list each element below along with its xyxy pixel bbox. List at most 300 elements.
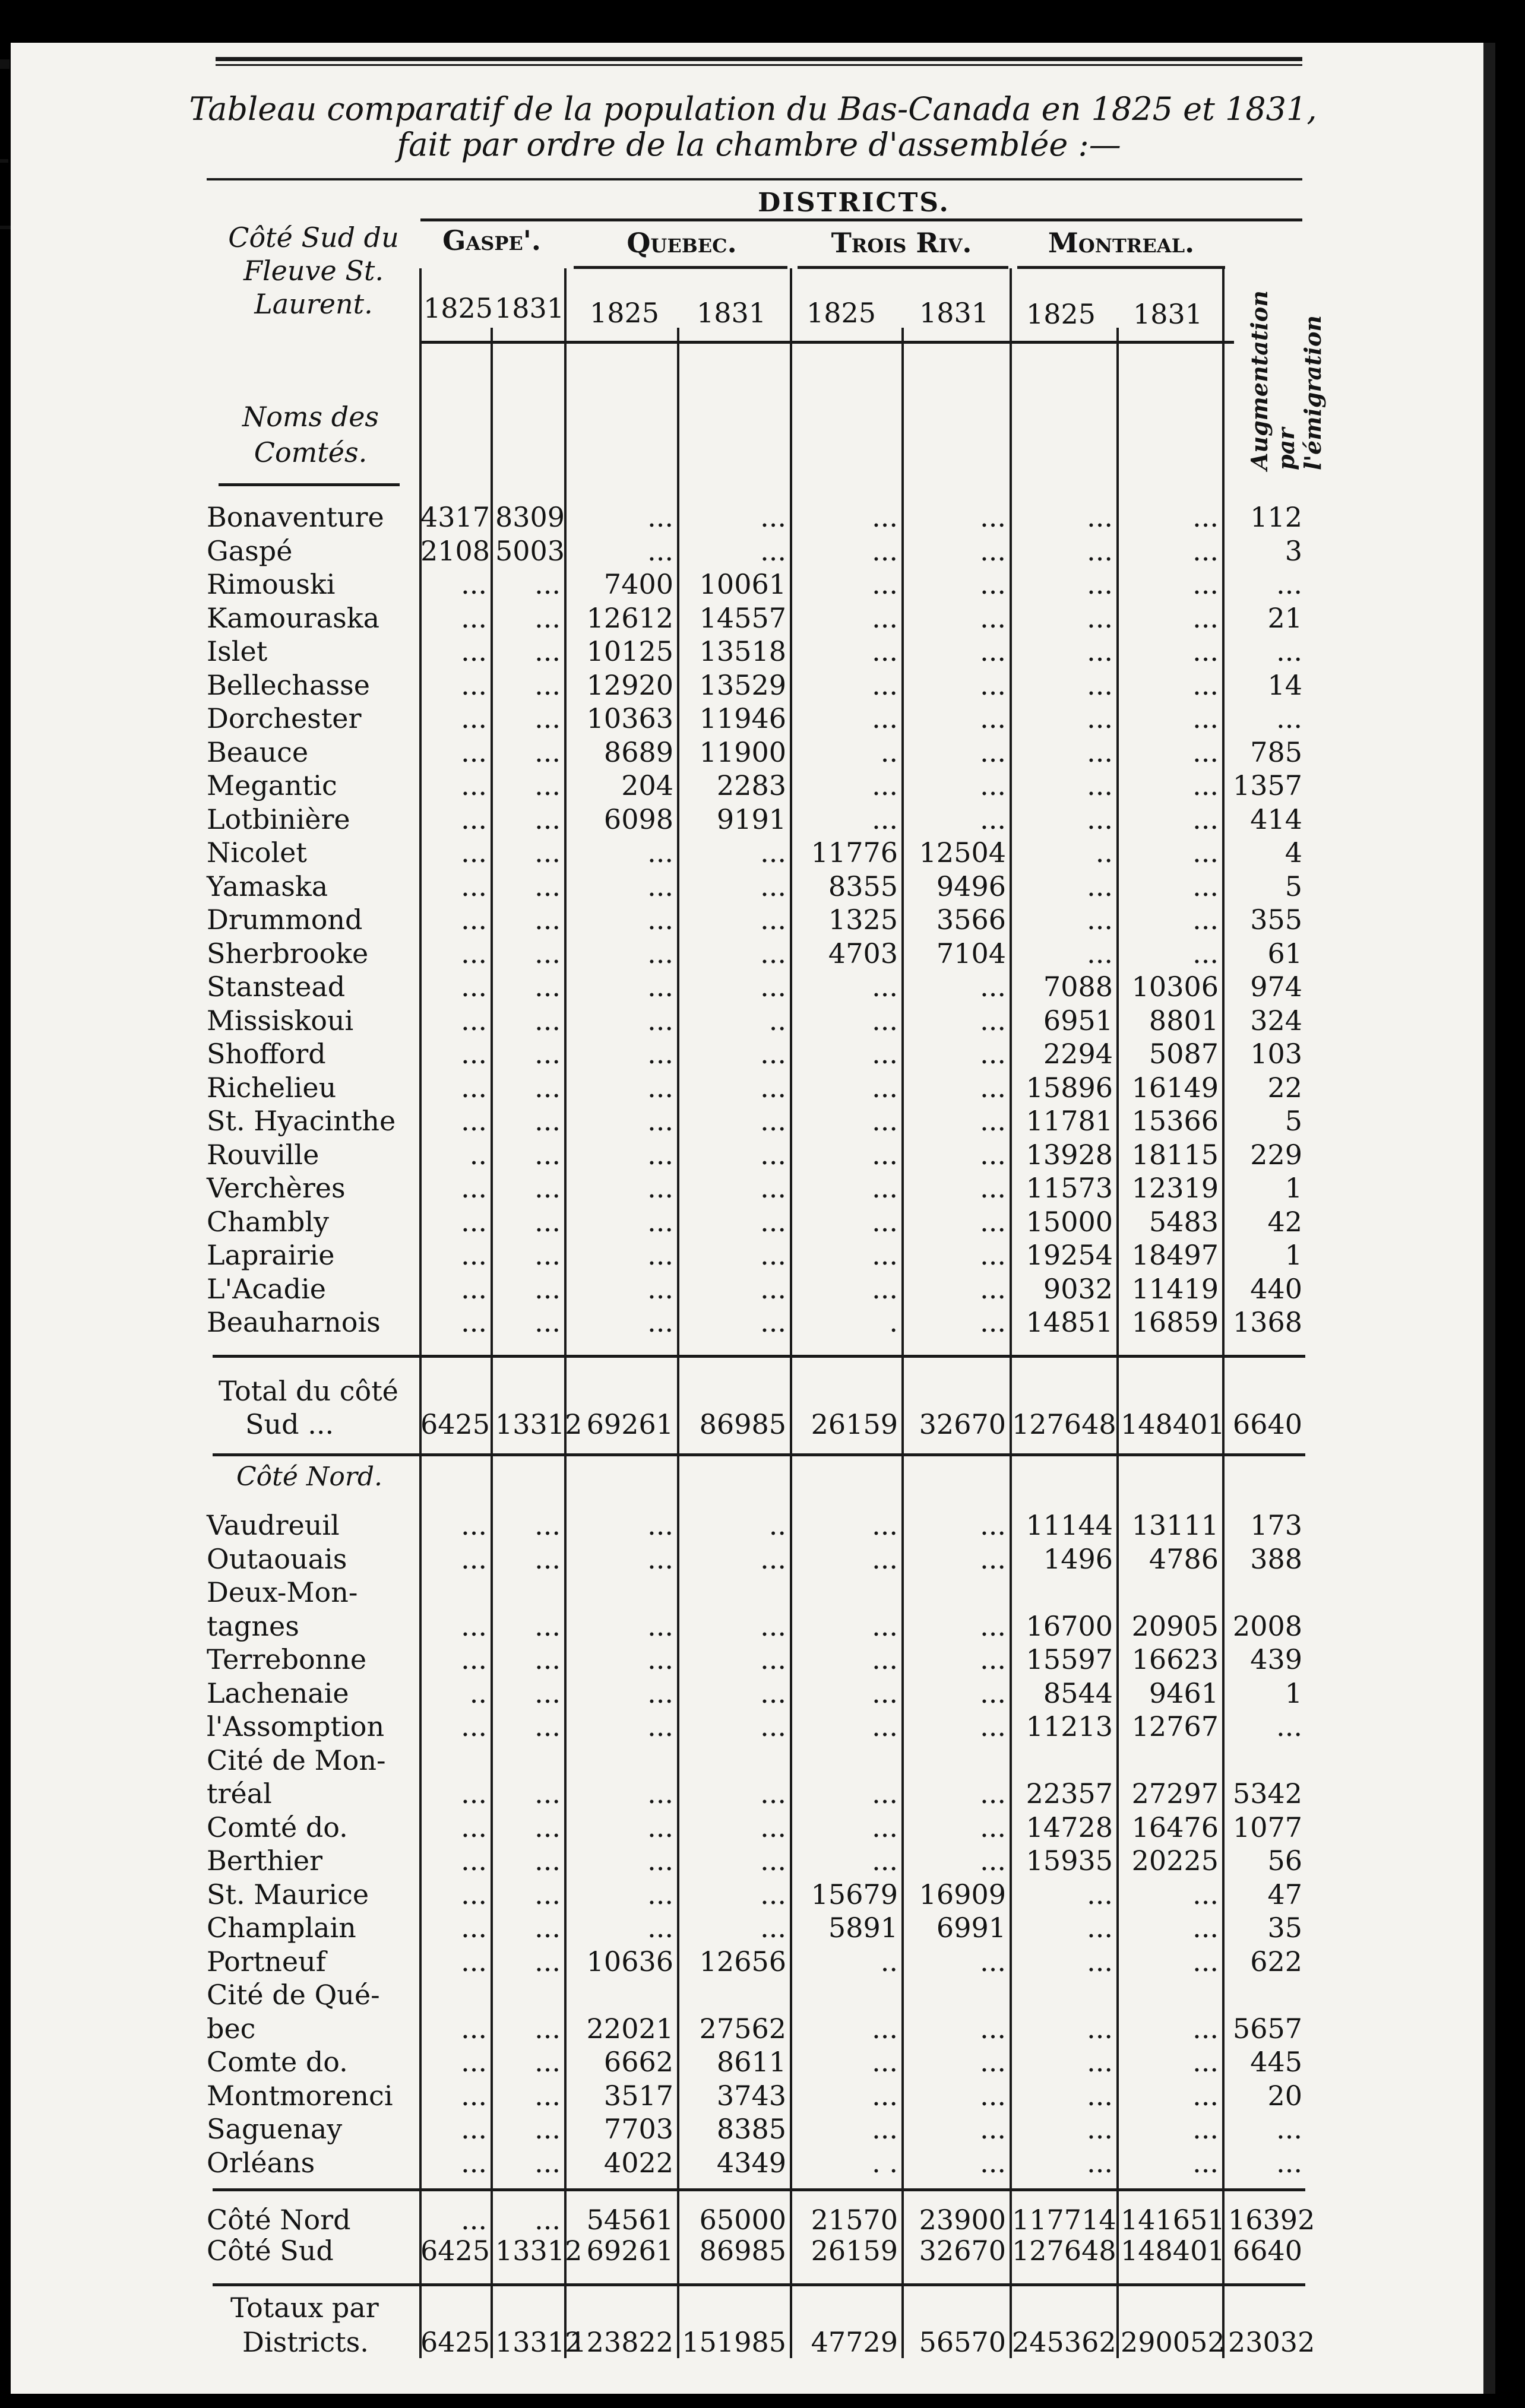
table-cell: ..: [1095, 837, 1113, 869]
table-cell: ...: [534, 736, 561, 768]
table-cell: 1357: [1232, 769, 1302, 801]
table-cell: 13111: [1131, 1509, 1219, 1541]
table-cell: ...: [872, 803, 898, 835]
table-cell: 15597: [1026, 1643, 1113, 1675]
table-cell: 8385: [716, 2113, 786, 2145]
table-cell: . .: [872, 2146, 898, 2179]
table-cell: 112: [1250, 501, 1302, 533]
table-cell: ...: [1087, 769, 1113, 801]
table-cell: 69261: [586, 1408, 673, 1440]
county-name: Drummond: [207, 904, 363, 936]
table-cell: ...: [534, 1778, 561, 1810]
table-row: [11, 2113, 1495, 2146]
table-cell: ...: [647, 1643, 673, 1675]
table-cell: 13529: [699, 668, 786, 701]
table-cell: ...: [534, 870, 561, 902]
table-cell: ...: [1087, 870, 1113, 902]
table-cell: 148401: [1121, 1408, 1225, 1440]
county-name: Montmorenci: [207, 2079, 393, 2112]
table-cell: 13312: [495, 2326, 583, 2358]
table-cell: ...: [980, 1677, 1006, 1709]
table-cell: ...: [760, 1677, 786, 1709]
table-cell: ...: [980, 1038, 1006, 1070]
table-cell: 440: [1250, 1272, 1302, 1305]
table-cell: ...: [647, 837, 673, 869]
county-name: Outaouais: [207, 1542, 347, 1575]
table-cell: ...: [980, 702, 1006, 734]
county-name: Verchères: [207, 1172, 346, 1204]
table-cell: 11900: [699, 736, 786, 768]
table-cell: 23900: [919, 2204, 1006, 2236]
table-cell: ...: [872, 1542, 898, 1575]
table-cell: ...: [1087, 635, 1113, 667]
table-cell: 18497: [1131, 1239, 1219, 1271]
table-cell: ...: [980, 971, 1006, 1003]
table-cell: 2283: [716, 769, 786, 801]
table-cell: 6425: [420, 1408, 491, 1440]
table-cell: ...: [534, 1509, 561, 1541]
county-name: Gaspé: [207, 534, 293, 567]
county-name: Cité de Mon-: [207, 1744, 386, 1776]
table-cell: ...: [647, 904, 673, 936]
table-cell: ...: [980, 1845, 1006, 1877]
table-cell: ...: [1087, 668, 1113, 701]
table-cell: ...: [534, 1811, 561, 1843]
table-cell: ...: [647, 1542, 673, 1575]
table-cell: 15000: [1026, 1205, 1113, 1238]
county-name: tagnes: [207, 1609, 299, 1642]
table-cell: 86985: [699, 1408, 786, 1440]
county-name: Stanstead: [207, 971, 346, 1003]
table-cell: ...: [872, 2012, 898, 2045]
table-cell: 6425: [420, 2235, 491, 2267]
table-row: [11, 1139, 1495, 1172]
table-cell: ...: [760, 1811, 786, 1843]
table-cell: ...: [534, 2079, 561, 2112]
grand-total-row: [11, 2326, 1495, 2359]
county-name: Comte do.: [207, 2046, 348, 2078]
table-cell: ...: [760, 1105, 786, 1137]
year-trois-1831: 1831: [919, 297, 989, 329]
table-cell: 18115: [1131, 1138, 1219, 1171]
table-row: [11, 1710, 1495, 1744]
table-cell: 69261: [586, 2235, 673, 2267]
scan-mark: [0, 59, 10, 69]
table-cell: ...: [461, 1845, 487, 1877]
table-cell: 11573: [1026, 1172, 1113, 1204]
county-name: Sherbrooke: [207, 937, 369, 969]
table-cell: 1: [1284, 1677, 1302, 1709]
table-cell: 61: [1267, 937, 1302, 969]
table-cell: 127648: [1012, 1408, 1116, 1440]
table-cell: ...: [980, 1138, 1006, 1171]
table-cell: 16859: [1131, 1306, 1219, 1338]
table-cell: ...: [1192, 2046, 1219, 2078]
table-cell: ...: [461, 1272, 487, 1305]
table-cell: ...: [534, 1878, 561, 1910]
table-cell: 5657: [1232, 2012, 1302, 2045]
county-name: Shofford: [207, 1038, 326, 1070]
table-cell: 4349: [716, 2146, 786, 2179]
table-cell: 3517: [603, 2079, 673, 2112]
year-underline: [420, 341, 1234, 344]
table-cell: 5891: [828, 1912, 898, 1944]
table-row: [11, 1811, 1495, 1845]
year-montreal-1831: 1831: [1133, 298, 1203, 330]
table-row: [11, 1543, 1495, 1576]
montreal-rule: [1017, 266, 1225, 269]
table-cell: ...: [872, 1272, 898, 1305]
year-montreal-1825: 1825: [1026, 298, 1096, 330]
table-cell: ...: [1087, 2046, 1113, 2078]
table-row: [11, 971, 1495, 1004]
table-cell: ...: [1192, 501, 1219, 533]
table-cell: ...: [461, 937, 487, 969]
table-cell: ...: [980, 2146, 1006, 2179]
table-cell: 7400: [603, 568, 673, 600]
table-cell: ...: [534, 2146, 561, 2179]
table-cell: ...: [1192, 736, 1219, 768]
table-cell: ...: [534, 1038, 561, 1070]
county-name: Vaudreuil: [207, 1509, 340, 1541]
table-cell: 10636: [586, 1945, 673, 1978]
table-cell: 123822: [569, 2326, 673, 2358]
table-row: [11, 669, 1495, 702]
table-row: [11, 1610, 1495, 1643]
table-cell: ...: [980, 1811, 1006, 1843]
table-cell: ...: [760, 1038, 786, 1070]
table-cell: 7104: [936, 937, 1006, 969]
table-cell: ...: [872, 568, 898, 600]
table-row: [11, 1105, 1495, 1138]
table-row: [11, 1912, 1495, 1945]
county-name: Chambly: [207, 1205, 330, 1238]
county-name: Lachenaie: [207, 1677, 349, 1709]
table-cell: ...: [1087, 937, 1113, 969]
table-cell: 12920: [586, 668, 673, 701]
table-cell: ...: [980, 601, 1006, 634]
table-cell: 148401: [1121, 2235, 1225, 2267]
county-name: Bonaventure: [207, 501, 384, 533]
table-cell: ...: [461, 1811, 487, 1843]
table-cell: ...: [1276, 702, 1302, 734]
table-cell: ...: [872, 1038, 898, 1070]
table-cell: 12319: [1131, 1172, 1219, 1204]
table-cell: 324: [1250, 1004, 1302, 1037]
table-cell: 1: [1284, 1172, 1302, 1204]
trois-riv-rule: [798, 266, 1008, 269]
table-cell: ...: [647, 1778, 673, 1810]
county-name: Rimouski: [207, 568, 336, 600]
table-cell: ...: [760, 1138, 786, 1171]
table-cell: ...: [461, 568, 487, 600]
table-cell: 1325: [828, 904, 898, 936]
table-cell: ...: [980, 668, 1006, 701]
table-cell: ...: [872, 1071, 898, 1104]
table-row: [11, 1946, 1495, 1979]
table-cell: 445: [1250, 2046, 1302, 2078]
table-cell: ...: [872, 1677, 898, 1709]
table-cell: ...: [1192, 1878, 1219, 1910]
table-cell: ...: [461, 971, 487, 1003]
table-cell: ...: [1087, 1945, 1113, 1978]
table-cell: ...: [872, 501, 898, 533]
table-row: [11, 769, 1495, 803]
table-cell: ...: [1192, 1945, 1219, 1978]
table-cell: 9496: [936, 870, 1006, 902]
table-cell: ...: [1192, 937, 1219, 969]
table-cell: 11946: [699, 702, 786, 734]
table-cell: 14557: [699, 601, 786, 634]
year-gaspe-1825: 1825: [423, 292, 493, 324]
districts-label: DISTRICTS.: [758, 188, 950, 218]
county-name: Portneuf: [207, 1945, 326, 1978]
table-cell: ...: [461, 1643, 487, 1675]
table-cell: ...: [1192, 870, 1219, 902]
table-cell: ...: [872, 635, 898, 667]
table-cell: ...: [1192, 668, 1219, 701]
table-cell: 6662: [603, 2046, 673, 2078]
table-cell: ...: [1276, 1710, 1302, 1742]
scan-mark: [0, 159, 8, 163]
table-cell: 13928: [1026, 1138, 1113, 1171]
table-cell: ...: [534, 971, 561, 1003]
table-cell: ...: [461, 2012, 487, 2045]
table-cell: ...: [461, 1710, 487, 1742]
table-cell: ...: [647, 937, 673, 969]
table-cell: 5: [1284, 1105, 1302, 1137]
table-row: [11, 2147, 1495, 2180]
table-cell: ...: [461, 736, 487, 768]
table-cell: 16392: [1228, 2204, 1315, 2236]
county-name: Comté do.: [207, 1811, 348, 1843]
table-cell: ...: [461, 635, 487, 667]
table-cell: 151985: [682, 2326, 786, 2358]
table-cell: 20225: [1131, 1845, 1219, 1877]
south-total-row: [11, 1408, 1495, 1441]
table-cell: 245362: [1012, 2326, 1116, 2358]
table-cell: ...: [760, 1542, 786, 1575]
table-cell: 785: [1250, 736, 1302, 768]
table-cell: ...: [534, 568, 561, 600]
table-cell: 8544: [1043, 1677, 1113, 1709]
county-name: l'Assomption: [207, 1710, 385, 1742]
table-cell: ...: [534, 1677, 561, 1709]
table-cell: ...: [760, 904, 786, 936]
table-cell: 1496: [1043, 1542, 1113, 1575]
table-cell: ...: [980, 2046, 1006, 2078]
table-cell: ...: [980, 635, 1006, 667]
table-row: [11, 1979, 1495, 2012]
table-cell: 15896: [1026, 1071, 1113, 1104]
table-cell: 4703: [828, 937, 898, 969]
table-cell: ...: [534, 1609, 561, 1642]
table-cell: ...: [1192, 2146, 1219, 2179]
district-trois-rivieres: Trois Riv.: [831, 227, 972, 259]
table-cell: 6098: [603, 803, 673, 835]
table-cell: ...: [1087, 2012, 1113, 2045]
table-cell: ...: [534, 1845, 561, 1877]
table-cell: ...: [534, 1004, 561, 1037]
table-cell: 21: [1267, 601, 1302, 634]
table-cell: .: [889, 1306, 898, 1338]
table-cell: ...: [980, 2012, 1006, 2045]
table-cell: ...: [1276, 2146, 1302, 2179]
table-cell: ...: [461, 1004, 487, 1037]
table-cell: ...: [534, 1071, 561, 1104]
table-cell: ...: [461, 2079, 487, 2112]
table-cell: ...: [647, 1272, 673, 1305]
table-cell: ..: [469, 1677, 487, 1709]
table-cell: 42: [1267, 1205, 1302, 1238]
table-cell: ...: [980, 1945, 1006, 1978]
table-cell: ...: [461, 1038, 487, 1070]
table-cell: 20: [1267, 2079, 1302, 2112]
table-cell: ...: [647, 1004, 673, 1037]
table-cell: ...: [872, 769, 898, 801]
table-cell: ...: [1087, 2146, 1113, 2179]
table-cell: ...: [872, 1643, 898, 1675]
table-cell: 11419: [1131, 1272, 1219, 1305]
table-cell: 229: [1250, 1138, 1302, 1171]
table-cell: ...: [534, 1105, 561, 1137]
table-cell: 27297: [1131, 1778, 1219, 1810]
table-cell: ...: [1087, 1912, 1113, 1944]
table-cell: ...: [534, 2046, 561, 2078]
table-cell: ...: [647, 870, 673, 902]
table-cell: 2294: [1043, 1038, 1113, 1070]
table-cell: 8309: [495, 501, 565, 533]
table-cell: 439: [1250, 1643, 1302, 1675]
county-name: Missiskoui: [207, 1004, 354, 1037]
table-cell: ...: [534, 1239, 561, 1271]
table-cell: 3566: [936, 904, 1006, 936]
table-cell: 7088: [1043, 971, 1113, 1003]
table-cell: ..: [880, 1945, 898, 1978]
grand-total-label2: Districts.: [242, 2326, 369, 2358]
table-cell: 355: [1250, 904, 1302, 936]
table-cell: 141651: [1121, 2204, 1225, 2236]
table-cell: ...: [1192, 534, 1219, 567]
table-cell: ..: [768, 1509, 786, 1541]
table-cell: 10061: [699, 568, 786, 600]
table-cell: ...: [647, 1038, 673, 1070]
county-name: Beauharnois: [207, 1306, 381, 1338]
table-row: [11, 1677, 1495, 1710]
table-cell: ...: [1192, 2012, 1219, 2045]
names-underline: [219, 483, 400, 486]
table-cell: ...: [534, 635, 561, 667]
county-name: Islet: [207, 635, 268, 667]
table-cell: ...: [647, 1878, 673, 1910]
county-name: Côté Nord: [207, 2204, 351, 2236]
table-cell: ...: [872, 1778, 898, 1810]
table-cell: 8801: [1149, 1004, 1219, 1037]
table-cell: 32670: [919, 2235, 1006, 2267]
table-cell: 4317: [420, 501, 491, 533]
table-cell: ...: [872, 668, 898, 701]
table-row: [11, 2080, 1495, 2113]
table-cell: ...: [461, 1912, 487, 1944]
county-names-header: Noms des Comtés.: [242, 401, 379, 468]
grand-total-label1: Totaux par: [230, 2292, 379, 2324]
district-quebec: Quebec.: [627, 227, 737, 259]
county-name: Beauce: [207, 736, 309, 768]
table-cell: 13312: [495, 1408, 583, 1440]
table-cell: ...: [461, 1239, 487, 1271]
table-cell: ...: [980, 568, 1006, 600]
districts-rule: [420, 218, 1302, 221]
table-cell: ...: [980, 1643, 1006, 1675]
county-name: Lotbinière: [207, 803, 350, 835]
table-cell: ...: [1192, 702, 1219, 734]
table-cell: ...: [872, 1710, 898, 1742]
table-cell: ...: [534, 601, 561, 634]
table-cell: 1368: [1232, 1306, 1302, 1338]
table-cell: ...: [872, 1239, 898, 1271]
county-name: Deux-Mon-: [207, 1576, 358, 1608]
table-cell: ...: [980, 1710, 1006, 1742]
table-cell: 290052: [1121, 2326, 1225, 2358]
table-cell: ...: [534, 769, 561, 801]
table-cell: ...: [872, 1105, 898, 1137]
table-cell: 32670: [919, 1408, 1006, 1440]
table-cell: 27562: [699, 2012, 786, 2045]
table-cell: ...: [1192, 803, 1219, 835]
scanned-page: [11, 43, 1495, 2394]
table-row: [11, 1038, 1495, 1071]
table-cell: ...: [760, 1172, 786, 1204]
table-cell: ...: [760, 870, 786, 902]
table-cell: ...: [980, 1609, 1006, 1642]
table-cell: ...: [760, 1878, 786, 1910]
county-name: L'Acadie: [207, 1272, 326, 1305]
table-cell: 15366: [1131, 1105, 1219, 1137]
table-cell: 2108: [420, 534, 491, 567]
table-row: [11, 1072, 1495, 1105]
table-cell: 1077: [1232, 1811, 1302, 1843]
table-row: [11, 1878, 1495, 1912]
table-cell: 204: [621, 769, 673, 801]
table-cell: 103: [1250, 1038, 1302, 1070]
table-cell: ...: [872, 1138, 898, 1171]
table-cell: ...: [872, 2113, 898, 2145]
year-trois-1825: 1825: [806, 297, 877, 329]
table-cell: ...: [461, 1878, 487, 1910]
table-cell: 173: [1250, 1509, 1302, 1541]
table-cell: ...: [647, 501, 673, 533]
table-cell: ...: [1087, 702, 1113, 734]
table-cell: ...: [872, 1172, 898, 1204]
county-name: Cité de Qué-: [207, 1979, 380, 2011]
table-cell: ...: [980, 2079, 1006, 2112]
table-cell: 65000: [699, 2204, 786, 2236]
table-cell: ...: [534, 1945, 561, 1978]
south-total-label2: Sud ...: [245, 1408, 334, 1440]
table-cell: ...: [980, 1205, 1006, 1238]
table-cell: 8355: [828, 870, 898, 902]
table-cell: ...: [760, 1710, 786, 1742]
table-cell: ...: [980, 736, 1006, 768]
table-cell: 12767: [1131, 1710, 1219, 1742]
table-cell: ...: [647, 1710, 673, 1742]
table-cell: 16909: [919, 1878, 1006, 1910]
table-cell: ...: [760, 1306, 786, 1338]
table-row: [11, 937, 1495, 971]
table-cell: ...: [534, 668, 561, 701]
county-name: Nicolet: [207, 837, 307, 869]
table-title-line1: Tableau comparatif de la population du Bas-Canada en 1825 et 1831,: [189, 90, 1317, 128]
